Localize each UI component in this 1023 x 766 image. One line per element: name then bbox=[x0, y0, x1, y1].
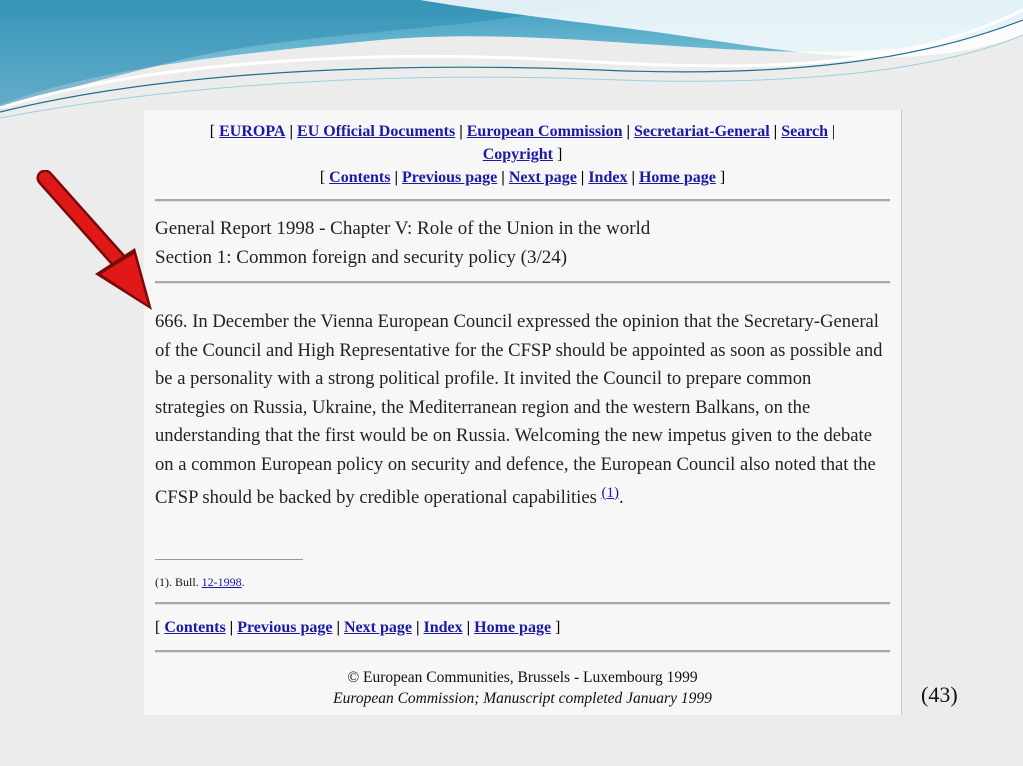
section-title: Section 1: Common foreign and security policy (3/24) bbox=[155, 247, 568, 268]
page-title bbox=[155, 214, 650, 272]
bottom-nav-link-contents[interactable]: Contents bbox=[164, 619, 226, 636]
nav-link-contents[interactable]: Contents bbox=[329, 169, 391, 186]
red-arrow-icon bbox=[35, 170, 160, 315]
nav-link-secretariat-general[interactable]: Secretariat-General bbox=[634, 123, 770, 140]
nav-link-home-page[interactable]: Home page bbox=[638, 169, 716, 186]
paragraph-text: 666. In December the Vienna European Council expressed the opinion that the Secretary-General of the Council and High Representative for the CFSP should be appointed as soon as possible and be a personality with a strong political profile. It invited the Council to prepare common strategies on Russia, Ukraine, the Mediterranean region and the western Balkans, on the understanding that the first would be on Russia. Welcoming the new impetus given to the debate on a common European policy on security and defence, the European Council also noted that the CFSP should be backed by credible operational capabilities bbox=[155, 311, 883, 508]
nav-link-previous-page[interactable]: Previous page bbox=[402, 169, 498, 186]
divider bbox=[155, 650, 890, 653]
bottom-nav-link-next-page[interactable]: Next page bbox=[344, 619, 412, 636]
nav-link-european-commission[interactable]: European Commission bbox=[466, 123, 623, 140]
divider bbox=[155, 602, 890, 605]
footnote bbox=[155, 575, 245, 590]
nav-link-search[interactable]: Search bbox=[781, 123, 828, 140]
copyright-line: © European Communities, Brussels - Luxembourg 1999 bbox=[347, 669, 698, 686]
bottom-nav-link-previous-page[interactable]: Previous page bbox=[237, 619, 333, 636]
footnote-end: . bbox=[241, 575, 245, 589]
paragraph-666 bbox=[155, 308, 885, 513]
nav-link-eu-official-documents[interactable]: EU Official Documents bbox=[297, 123, 456, 140]
footnote-divider bbox=[155, 559, 303, 560]
nav-link-next-page[interactable]: Next page bbox=[508, 169, 577, 186]
document-panel bbox=[144, 110, 902, 715]
nav-link-europa[interactable]: EUROPA bbox=[219, 123, 286, 140]
nav-link-copyright[interactable]: Copyright bbox=[482, 146, 553, 163]
top-navigation: [ EUROPA | EU Official Documents | European Commission | Secretariat-General | Search | Copyright ] [ Contents | Previous page | Next page | Index | Home page ] bbox=[209, 123, 836, 186]
nav-link-index[interactable]: Index bbox=[588, 169, 628, 186]
report-chapter-title: General Report 1998 - Chapter V: Role of the Union in the world bbox=[155, 218, 651, 239]
bottom-nav-link-home-page[interactable]: Home page bbox=[474, 619, 552, 636]
bottom-navigation: [ Contents | Previous page | Next page | Index | Home page ] bbox=[155, 619, 561, 636]
footnote-reference-link[interactable]: (1) bbox=[601, 485, 619, 501]
manuscript-line: European Commission; Manuscript completed January 1999 bbox=[333, 690, 712, 707]
divider bbox=[155, 281, 890, 284]
copyright-notice bbox=[144, 667, 901, 709]
header-wave-decoration bbox=[0, 0, 1023, 125]
divider bbox=[155, 199, 890, 202]
footnote-bulletin-link[interactable]: 12-1998 bbox=[201, 575, 242, 589]
paragraph-end: . bbox=[619, 487, 624, 508]
bottom-nav-link-index[interactable]: Index bbox=[423, 619, 463, 636]
footnote-label: (1). Bull. bbox=[155, 575, 199, 589]
slide-number: (43) bbox=[921, 682, 958, 707]
